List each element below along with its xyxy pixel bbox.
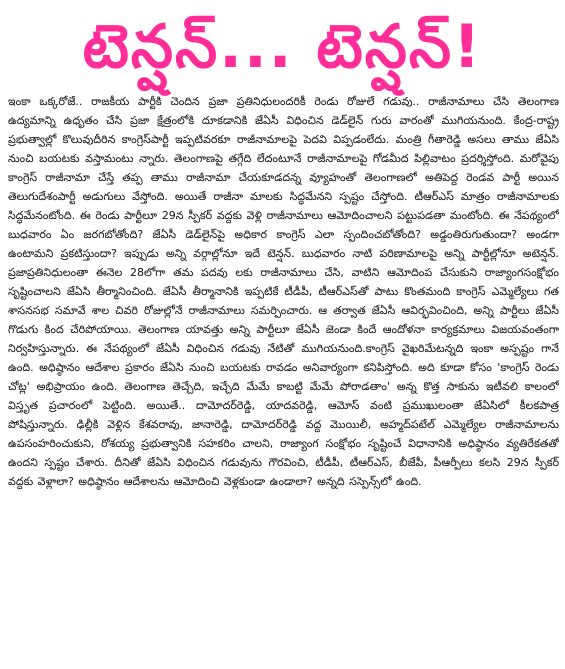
- article-body: [8, 92, 559, 662]
- article-paragraph: ఇంకా ఒక్కరోజే.. రాజకీయ పార్టీకి చెందిన ప్రజా ప్రతినిధులందరికీ రెండు రోజులే గడువు.. రాజీనామాలు చేసి తెలంగాణ ఉద్యమాన్ని ఉధృతం చేసి ప్రజా క్షేత్రంలోకి దూకడానికి జేఏసీ విధించిన డెడ్‌లైన్ గురు వారంతో ముగియనుంది. కేంద్ర-రాష్ట్ర ప్రభుత్వాల్లో కొలువుదీరిన కాంగ్రెస్‌పార్టీ ఇప్పటివరకూ రాజీనామాలపై పెదవి విప్పడంలేదు. మంత్రి గీతారెడ్డి అసలు తాము జేఏసి నుంచి బయటకు వస్తామంటు న్నారు. తెలంగాణపై తగ్గేది లేదంటూనే రాజీనామాలపై గోడమీద పిల్లివాటం ప్రదర్శిస్తోంది. మరోవైపు కాంగ్రెస్ రాజీనామా చేస్తే తప్ప తాము రాజీనామా చేయకూడదన్న వ్యూహంతో తెలంగాణలో అతిపెద్ద రెండవ పార్టీ అయిన తెలుగుదేశంపార్టీ అడుగులు వేస్తోంది. అయితే రాజీనా మాలకు సిద్ధమేనని స్పష్టం చేస్తోంది. టీఆర్ఎస్ మాత్రం రాజీనామాలకు సిద్ధమేనంటోంది. ఈ రెండు పార్టీలూ 29న స్పీకర్ వద్దకు వెళ్లి రాజీనామాలు ఆమోదించాలని పట్టుపడతా మంటోంది. ఈ నేపథ్యంలో బుధవారం ఏం జరగబోతోంది? జేఏసీ డెడ్‌లైన్‌పై అధికార కాంగ్రెస్ ఎలా స్పందించబోతోంది? అడ్డంతిరుగుతుందా? అండగా ఉంటామని ప్రకటిస్తుందా? ఇప్పుడు అన్ని వర్గాల్లోనూ ఇదే టెన్షన్. బుధవారం నాటి పరిణామాలపై అన్ని పార్టీల్లోనూ అటెన్షన్. ప్రజాప్రతినిధులంతా ఈనెల 28లోగా తమ పదవు లకు రాజీనామాలు చేసి, వాటిని ఆమోదింప చేసుకుని రాజ్యాంగసంక్షోభం సృష్టించాలని జేఏసి తీర్మానించింది. జేఏసీ తీర్మానానికి ఇప్పటికే టీడీపీ, టీఆర్ఎస్‌తో పాటు కొంతమంది కాంగ్రెస్ ఎమ్మెల్యేలు గత శాసనసభ సమావే శాల చివరి రోజుల్లోనే రాజీనామాలు సమర్పించారు. ఆ తర్వాత జేఏసీ ఆవిర్భవించింది, అన్ని పార్టీలు జేఏసీ గొడుగు కింద చేరిపోయాయి. తెలంగాణ యావత్తు అన్ని పార్టీలూ జేఏసీ జెండా కిందే ఆందోళనా కార్యక్రమాలు విజయవంతంగా నిర్వహిస్తున్నారు. ఈ నేపథ్యంలో జేఏసీ విధించిన గడువు నేటితో ముగియనుంది.కాంగ్రెస్ వైఖరిమేటన్నది ఇంకా అస్పష్టం గానే ఉంది. అధిష్ఠానం ఆదేశాల ప్రకారం జేఏసి నుంచి బయటకు రావడం అనివార్యంగా కనిపిస్తోంది. అది కూడా కోసం 'కాంగ్రెస్ రెండు చోట్ల' అభిప్రాయం ఉంది. తెలంగాణ తెచ్చేది, ఇచ్చేది మేమే కాబట్టి మేమే పోరాడతాం' అన్న కొత్త సాకును ఇటీవలి కాలంలో విస్తృత ప్రచారంలో పెట్టింది. అయితే.. దామోదర్‌రెడ్డి, యాదవరెడ్డి, ఆమోస్ వంటి ప్రముఖులంతా జేఏసిలో కీలకపాత్ర పోషిస్తున్నారు. ఢిల్లీకి వెళ్లిన కేశవరావు, జానారెడ్డి, దామోదర్‌రెడ్డి వద్ద మొయిలీ, అహ్మద్‌పటేల్ ఎమ్మెల్యేల రాజీనామాలను ఉపసంహరించుకుని, రోశయ్య ప్రభుత్వానికి సహకరిం చాలని, రాజ్యాంగ సంక్షోభం సృష్టించే విధానానికి అధిష్ఠానం వ్యతిరేకతతో ఉందని స్పష్టం చేశారు. దీనితో జేఏసి విధించిన గడువును గౌరవించి, టీడీపీ, టీఆర్ఎస్, బీజేపీ, పీఆర్పీలు కలసి 29న స్పీకర్ వద్దకు వెళ్లాలా? అధిష్ఠానం ఆదేశాలను ఆమోదించి వెళ్లకుండా ఉండాలా? అన్నది సస్పెన్స్‌లో ఉంది.: [8, 95, 559, 488]
- headline-title: టెన్షన్... టెన్షన్!: [82, 12, 483, 82]
